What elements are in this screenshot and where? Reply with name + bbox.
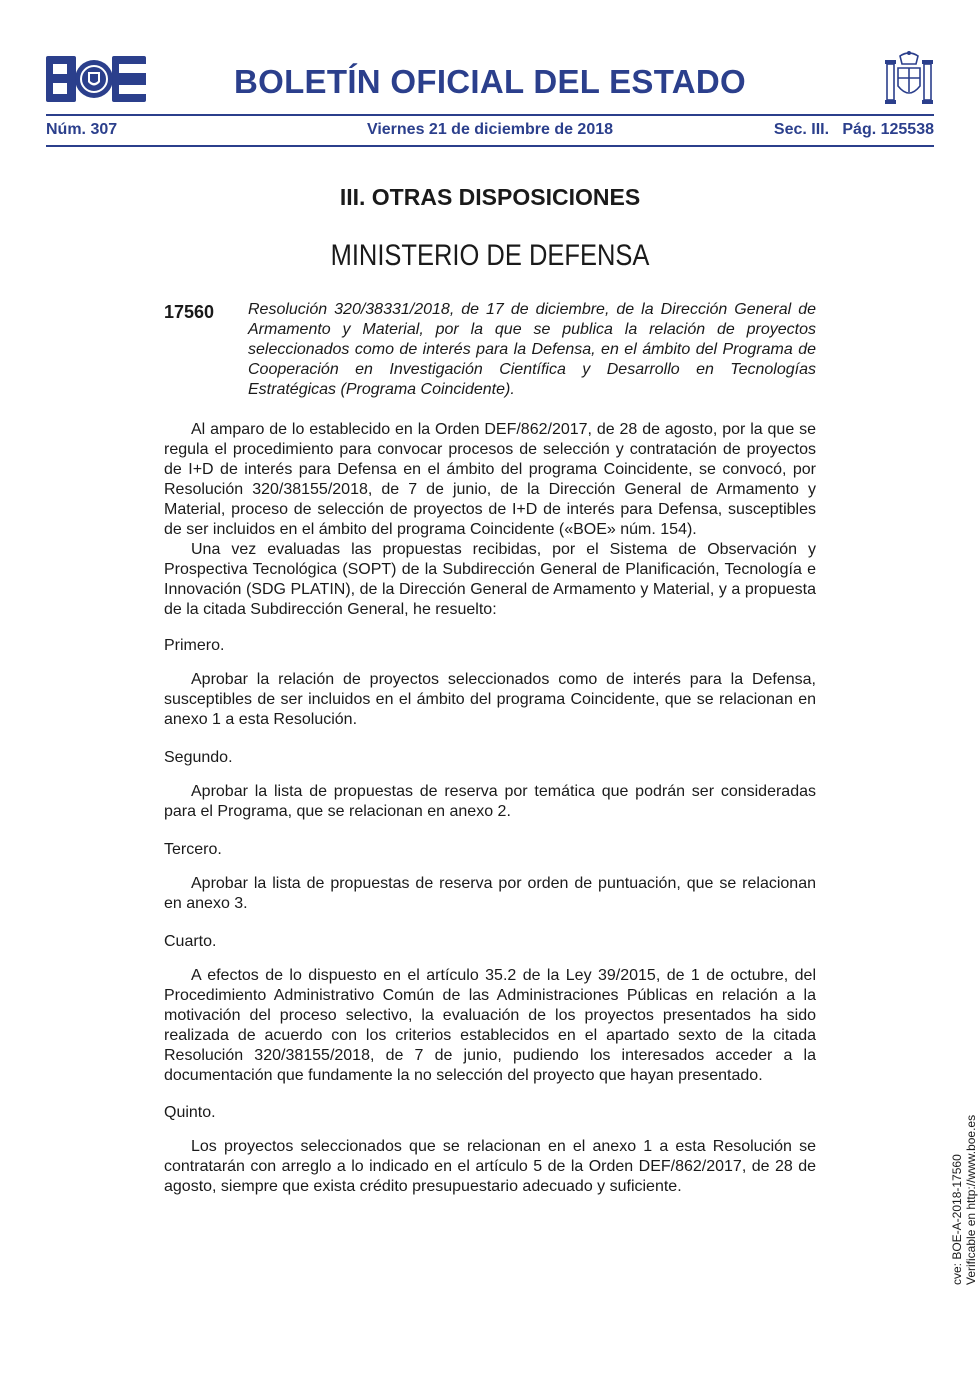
paragraph: Aprobar la lista de propuestas de reserva por orden de puntuación, que se relacionan en anexo 3. bbox=[164, 875, 816, 912]
section-label: Sec. III. bbox=[773, 121, 830, 138]
verification-note bbox=[950, 1115, 978, 1285]
body-block-segundo bbox=[164, 782, 816, 822]
heading-tercero bbox=[164, 840, 816, 860]
paragraph: Aprobar la relación de proyectos seleccionados como de interés para la Defensa, susceptibles de ser incluidos en el ámbito del programa Coincidente, que se relacionan en anexo 1 a esta Resolución. bbox=[164, 671, 816, 728]
body-block-tercero bbox=[164, 874, 816, 914]
item-summary: Resolución 320/38331/2018, de 17 de diciembre, de la Dirección General de Armamento y Material, por la que se publica la relación de proyectos seleccionados como de interés para la Defensa, en el ámbito del Programa de Cooperación en Investigación Científica y Desarrollo en Tecnologías Estratégicas (Programa Coincidente). bbox=[248, 301, 816, 398]
body-block-quinto bbox=[164, 1137, 816, 1197]
issue-number: Núm. 307 bbox=[46, 121, 118, 138]
boe-logo bbox=[46, 56, 146, 102]
article-heading: Primero. bbox=[164, 637, 225, 654]
page-number: Pág. 125538 bbox=[842, 121, 934, 138]
article-heading: Quinto. bbox=[164, 1104, 216, 1121]
section-page bbox=[774, 119, 934, 141]
article-heading: Cuarto. bbox=[164, 933, 217, 950]
item-number: 17560 bbox=[164, 302, 215, 322]
article-heading: Segundo. bbox=[164, 749, 233, 766]
paragraph: Una vez evaluadas las propuestas recibidas, por el Sistema de Observación y Prospectiva Tecnológica (SOPT) de la Subdirección General de Planificación, Tecnología e Innovación (SDG PLATIN), de la Dirección General de Armamento y Material, y a propuesta de la citada Subdirección General, he resuelto: bbox=[164, 541, 816, 618]
article-heading: Tercero. bbox=[164, 841, 222, 858]
heading-cuarto bbox=[164, 932, 816, 952]
paragraph: Los proyectos seleccionados que se relacionan en el anexo 1 a esta Resolución se contratarán con arreglo a lo indicado en el artículo 5 de la Orden DEF/862/2017, de 28 de agosto, siempre que exista crédito presupuestario adecuado y suficiente. bbox=[164, 1138, 816, 1195]
paragraph: Aprobar la lista de propuestas de reserva por temática que podrán ser consideradas para el Programa, que se relacionan en anexo 2. bbox=[164, 783, 816, 820]
heading-segundo bbox=[164, 748, 816, 768]
coat-of-arms-icon bbox=[884, 50, 934, 106]
masthead-title: BOLETÍN OFICIAL DEL ESTADO bbox=[234, 63, 746, 100]
heading-primero bbox=[164, 636, 816, 656]
issue-date: Viernes 21 de diciembre de 2018 bbox=[366, 121, 614, 138]
paragraph: A efectos de lo dispuesto en el artículo 35.2 de la Ley 39/2015, de 1 de octubre, del Procedimiento Administrativo Común de las Administraciones Públicas en relación a la motivación del proceso selectivo, la evaluación de los proyectos presentados ha sido realizada de acuerdo con los criterios establecidos en el apartado sexto de la citada Resolución 320/38155/2018, de 7 de junio, pudiendo los interesados acceder a la documentación que fundamente la no selección del proyecto que hayan presentado. bbox=[164, 967, 816, 1084]
cve-code: cve: BOE-A-2018-17560 bbox=[950, 1154, 964, 1285]
header-rule-top bbox=[46, 114, 934, 116]
heading-quinto bbox=[164, 1103, 816, 1123]
ministry-title: MINISTERIO DE DEFENSA bbox=[330, 239, 650, 272]
body-block-cuarto bbox=[164, 966, 816, 1086]
paragraph: Al amparo de lo establecido en la Orden DEF/862/2017, de 28 de agosto, por la que se regula el procedimiento para convocar procesos de selección y contratación de proyectos de I+D de interés para Defensa en el ámbito del programa Coincidente, se convocó, por Resolución 320/38155/2018, de 7 de junio, de la Dirección General de Armamento y Material, proceso de selección de proyectos de I+D de interés para Defensa, susceptibles de ser incluidos en el ámbito del programa Coincidente («BOE» núm. 154). bbox=[164, 421, 816, 538]
body-block-primero bbox=[164, 670, 816, 730]
section-title: III. OTRAS DISPOSICIONES bbox=[339, 184, 641, 210]
header-rule-bottom bbox=[46, 145, 934, 147]
verification-url: Verificable en http://www.boe.es bbox=[964, 1114, 978, 1285]
body-block-1 bbox=[164, 420, 816, 620]
